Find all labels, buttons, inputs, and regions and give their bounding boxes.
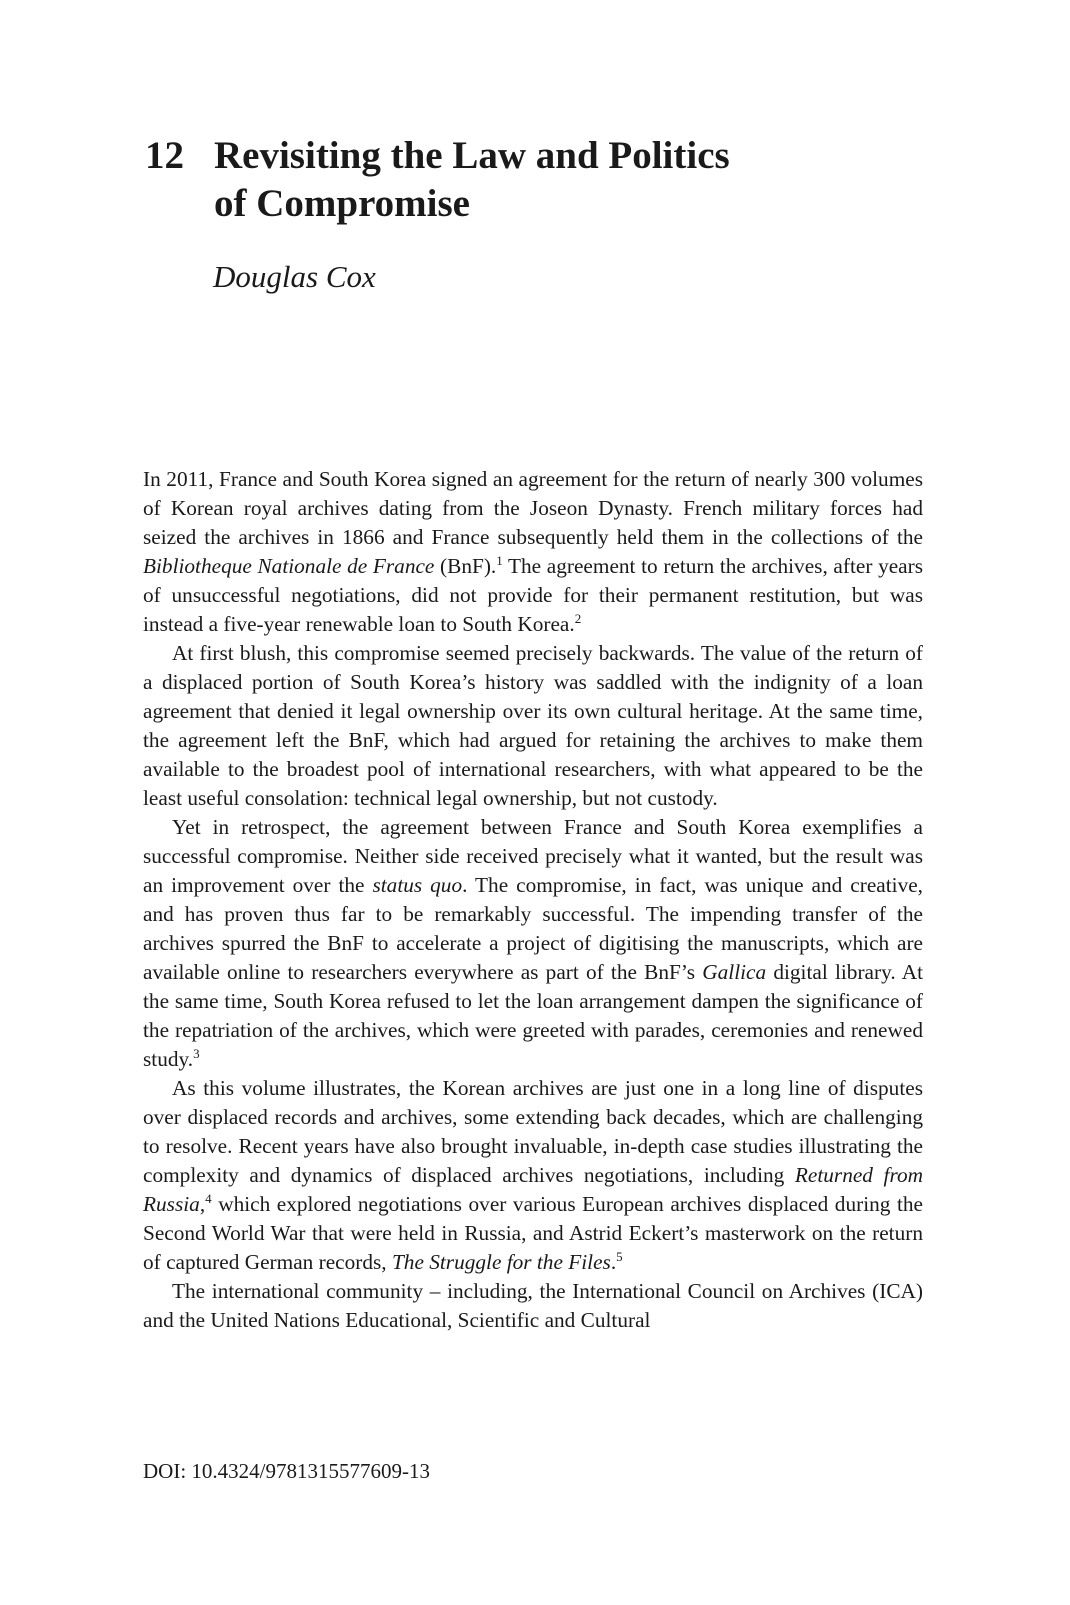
paragraph-1-text-c: The agreement to return the archives, after years of unsuccessful negotiations, did not provide for their permanent restitution, but was instead a five-year renewable loan to South Korea. [143, 554, 924, 636]
paragraph-5 [143, 1277, 923, 1335]
paragraph-4-text-c: which explored negotiations over various European archives displaced during the Second World War that were held in Russia, and Astrid Eckert’s masterwork on the return of captured German records, [143, 1192, 923, 1274]
doi-footer: DOI: 10.4324/9781315577609-13 [143, 1459, 430, 1483]
paragraph-1-text-a: In 2011, France and South Korea signed an agreement for the return of nearly 300 volumes of Korean royal archives dating from the Joseon Dynasty. French military forces had seized the archives in 1866 and France subsequently held them in the collections of the [143, 467, 923, 549]
paragraph-3-text-a: Yet in retrospect, the agreement between France and South Korea exemplifies a successful compromise. Neither side received precisely what it wanted, but the result was an improvement over the [143, 815, 923, 897]
paragraph-3-italic-gallica: Gallica [702, 960, 767, 984]
chapter-title-line-2: of Compromise [214, 182, 470, 225]
paragraph-1 [143, 465, 923, 639]
paragraph-4-text-a: As this volume illustrates, the Korean archives are just one in a long line of disputes over displaced records and archives, some extending back decades, which are challenging to resolve. Recent years have also brought invaluable, in-depth case studies illustrating the complexity and dynamics of displaced archives negotiations, including [143, 1076, 923, 1187]
paragraph-1-text-b: (BnF). [434, 554, 497, 578]
body-text [143, 465, 923, 1335]
paragraph-4 [143, 1074, 923, 1277]
paragraph-1-italic-bnf: Bibliotheque Nationale de France [143, 554, 435, 578]
paragraph-3 [143, 813, 923, 1074]
chapter-title [214, 132, 934, 228]
paragraph-2-text: At first blush, this compromise seemed precisely backwards. The value of the return of a displaced portion of South Korea’s history was saddled with the indignity of a loan agreement that denied it legal ownership over its own cultural heritage. At the same time, the agreement left the BnF, which had argued for retaining the archives to make them available to the broadest pool of international researchers, with what appeared to be the least useful consolation: technical legal ownership, but not custody. [143, 641, 923, 810]
paragraph-4-italic-returned-from-russia: Returned from Russia [143, 1163, 923, 1216]
footnote-marker-4: 4 [205, 1190, 212, 1206]
paragraph-3-italic-status-quo: status quo [372, 873, 463, 897]
chapter-author: Douglas Cox [213, 259, 376, 294]
paragraph-3-text-b: . The compromise, in fact, was unique and creative, and has proven thus far to be remarkably successful. The impending transfer of the archives spurred the BnF to accelerate a project of digitising the manuscripts, which are available online to researchers everywhere as part of the BnF’s [143, 873, 923, 984]
paragraph-4-text-d: . [610, 1250, 617, 1274]
paragraph-4-italic-struggle-for-files: The Struggle for the Files [391, 1250, 611, 1274]
paragraph-2 [143, 639, 923, 813]
footnote-marker-3: 3 [193, 1045, 200, 1061]
chapter-title-line-1: Revisiting the Law and Politics [214, 134, 730, 177]
chapter-number: 12 [145, 134, 184, 177]
paragraph-4-text-b: , [199, 1192, 206, 1216]
paragraph-5-text: The international community – including, the International Council on Archives (ICA) and the United Nations Educational, Scientific and Cultural [143, 1279, 923, 1332]
footnote-marker-1: 1 [496, 552, 503, 568]
paragraph-3-text-c: digital library. At the same time, South Korea refused to let the loan arrangement dampen the significance of the repatriation of the archives, which were greeted with parades, ceremonies and renewed study. [143, 960, 923, 1071]
footnote-marker-2: 2 [574, 610, 582, 626]
footnote-marker-5: 5 [616, 1248, 623, 1264]
